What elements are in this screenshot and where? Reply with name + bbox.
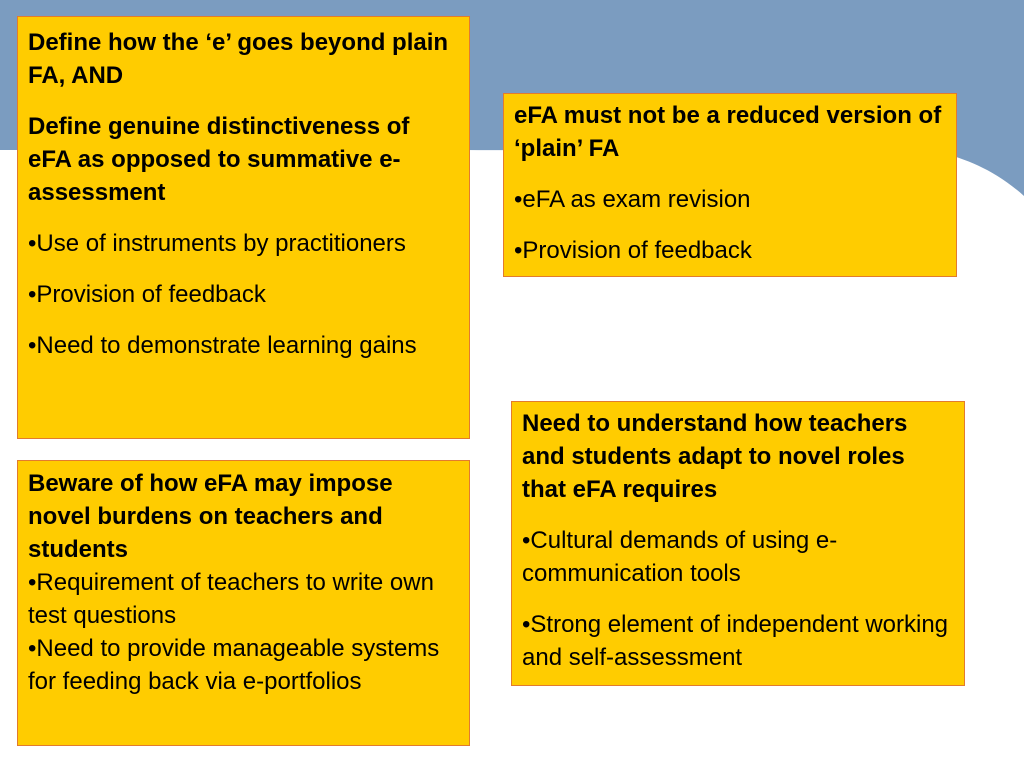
not-reduced-heading: eFA must not be a reduced version of ‘plain’ FA (514, 102, 942, 162)
not-reduced-version-box (503, 93, 957, 277)
bullet-learning-gains: •Need to demonstrate learning gains (28, 332, 417, 359)
novel-burdens-box (17, 460, 470, 746)
bullet-e-portfolios: •Need to provide manageable systems for feeding back via e-portfolios (28, 635, 440, 695)
bullet-feedback: •Provision of feedback (514, 237, 752, 264)
bullet-independent-working: •Strong element of independent working and self-assessment (522, 611, 949, 671)
distinctiveness-heading: Define genuine distinctiveness of eFA as opposed to summative e-assessment (28, 113, 410, 206)
goes-beyond-fa-box (17, 16, 470, 439)
novel-roles-heading: Need to understand how teachers and students adapt to novel roles that eFA requires (522, 410, 908, 503)
bullet-exam-revision: •eFA as exam revision (514, 186, 751, 213)
bullet-feedback: •Provision of feedback (28, 281, 266, 308)
goes-beyond-heading: Define how the ‘e’ goes beyond plain FA, AND (28, 29, 449, 89)
bullet-cultural-demands: •Cultural demands of using e-communication tools (522, 527, 838, 587)
bullet-test-questions: •Requirement of teachers to write own test questions (28, 569, 434, 629)
bullet-instruments: •Use of instruments by practitioners (28, 230, 406, 257)
novel-roles-box (511, 401, 965, 686)
novel-burdens-heading: Beware of how eFA may impose novel burdens on teachers and students (28, 470, 393, 563)
